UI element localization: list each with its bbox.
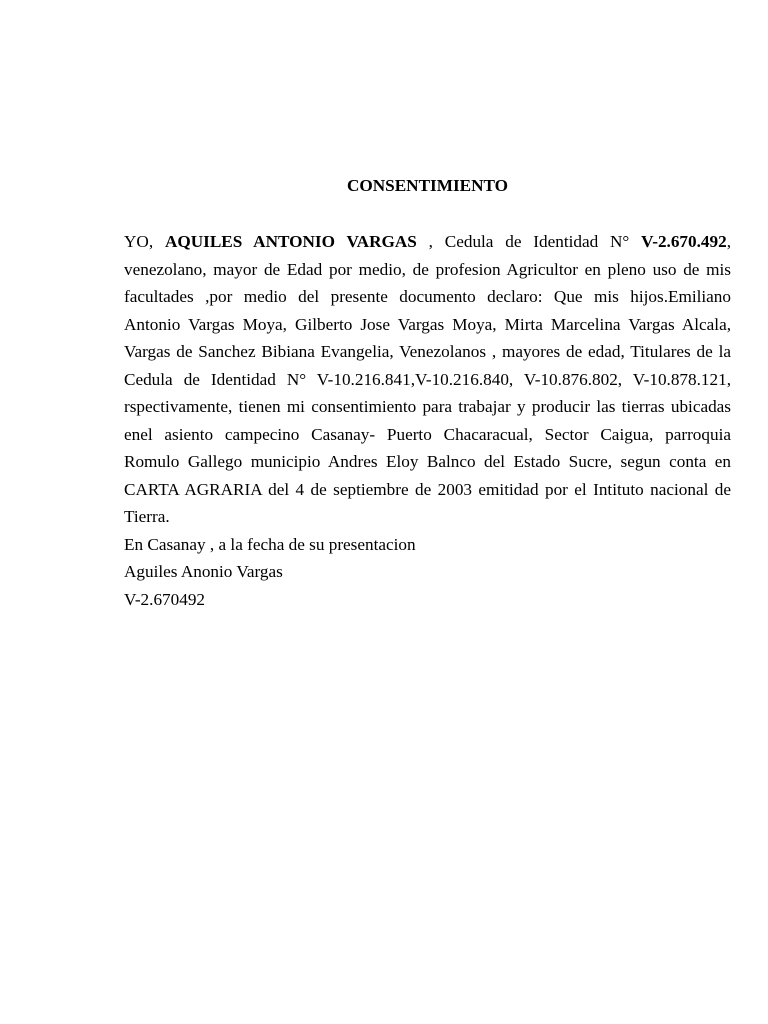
body-line: enel asiento campecino Casanay- Puerto Chacaracual, Sector Caigua, parroquia: [124, 424, 731, 444]
body-line: Cedula de Identidad N° V-10.216.841,V-10.216.840, V-10.876.802, V-10.878.121,: [124, 369, 731, 389]
body-line: Vargas de Sanchez Bibiana Evangelia, Venezolanos , mayores de edad, Titulares de la: [124, 342, 731, 361]
body-line: Antonio Vargas Moya, Gilberto Jose Vargas Moya, Mirta Marcelina Vargas Alcala,: [124, 314, 731, 334]
id-label: , Cedula de Identidad N°: [416, 232, 642, 251]
statement-intro: YO,: [124, 232, 165, 251]
declarant-id: V-2.670.492: [641, 232, 727, 251]
body-line: Romulo Gallego municipio Andres Eloy Balnco del Estado Sucre, segun conta en: [124, 452, 731, 471]
line-trail: ,: [726, 232, 731, 251]
body-line-last: Tierra.: [124, 507, 170, 526]
document-title: CONSENTIMIENTO: [346, 176, 509, 195]
signer-name: Aguiles Anonio Vargas: [124, 562, 283, 581]
consent-statement: [124, 228, 731, 613]
body-line: rspectivamente, tienen mi consentimiento para trabajar y producir las tierras ubicadas: [124, 397, 731, 416]
declarant-name: AQUILES ANTONIO VARGAS: [164, 232, 417, 251]
place-date-line: En Casanay , a la fecha de su presentacion: [124, 534, 416, 554]
body-line-1: [124, 228, 731, 256]
signer-id: V-2.670492: [124, 589, 206, 609]
body-line: venezolano, mayor de Edad por medio, de profesion Agricultor en pleno uso de mis: [124, 259, 731, 279]
body-line: facultades ,por medio del presente documento declaro: Que mis hijos.Emiliano: [124, 287, 731, 306]
body-line: CARTA AGRARIA del 4 de septiembre de 2003 emitidad por el Intituto nacional de: [124, 479, 731, 499]
